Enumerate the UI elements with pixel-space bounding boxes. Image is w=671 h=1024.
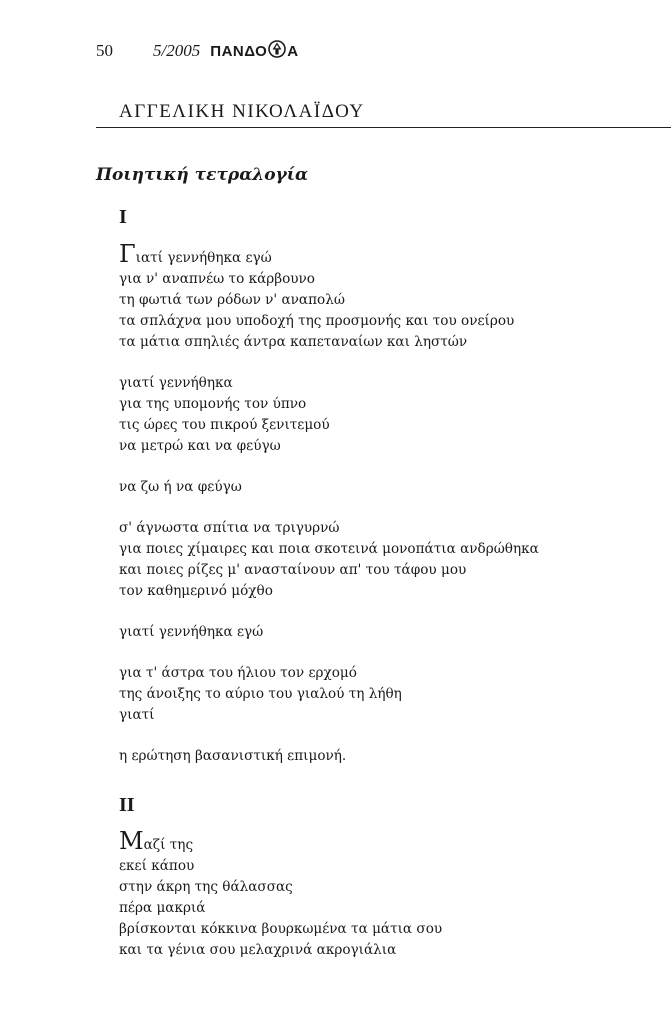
issue-date: 5/2005 bbox=[153, 41, 201, 60]
poem-title: Ποιητική τετραλογία bbox=[96, 165, 309, 185]
first-line bbox=[119, 827, 659, 856]
author-name: ΑΓΓΕΛΙΚΗ ΝΙΚΟΛΑΪΔΟΥ bbox=[119, 101, 365, 122]
first-line bbox=[119, 240, 659, 269]
poem-line: τα σπλάχνα μου υποδοχή της προσμονής και του ονείρου bbox=[119, 313, 515, 329]
magazine-logo-text-left: ΠΑΝΔΟ bbox=[210, 42, 268, 60]
poem-line: γιατί bbox=[119, 707, 155, 723]
header-rule bbox=[96, 127, 671, 128]
poem-line: πέρα μακριά bbox=[119, 900, 206, 916]
poem-line: τη φωτιά των ρόδων ν' αναπολώ bbox=[119, 292, 345, 308]
dropcap: Γ bbox=[119, 240, 136, 268]
poem-line: τα μάτια σπηλιές άντρα καπεταναίων και ληστών bbox=[119, 334, 468, 350]
poem-line: να ζω ή να φεύγω bbox=[119, 479, 242, 495]
poem-line: εκεί κάπου bbox=[119, 858, 195, 874]
tree-emblem-icon bbox=[268, 40, 286, 62]
section-numeral-2: II bbox=[119, 794, 135, 816]
stanza-break bbox=[119, 353, 659, 373]
stanza-break bbox=[119, 602, 659, 622]
stanza-break bbox=[119, 643, 659, 663]
page-number: 50 bbox=[96, 41, 113, 60]
poem-line: για ποιες χίμαιρες και ποια σκοτεινά μονοπάτια ανδρώθηκα bbox=[119, 541, 539, 557]
stanza-break bbox=[119, 726, 659, 746]
poem-line: γιατί γεννήθηκα εγώ bbox=[119, 624, 264, 640]
poem-line: η ερώτηση βασανιστική επιμονή. bbox=[119, 748, 347, 764]
stanza-break bbox=[119, 457, 659, 477]
poem-line: να μετρώ και να φεύγω bbox=[119, 438, 281, 454]
poem-section-2 bbox=[119, 827, 659, 961]
poem-line: γιατί γεννήθηκα bbox=[119, 375, 233, 391]
poem-line: της άνοιξης το αύριο του γιαλού τη λήθη bbox=[119, 686, 402, 702]
poem-line: σ' άγνωστα σπίτια να τριγυρνώ bbox=[119, 520, 340, 536]
poem-line: και ποιες ρίζες μ' ανασταίνουν απ' του τάφου μου bbox=[119, 562, 467, 578]
poem-line: για ν' αναπνέω το κάρβουνο bbox=[119, 271, 315, 287]
first-line-text: ιατί γεννήθηκα εγώ bbox=[135, 250, 272, 266]
poem-line: στην άκρη της θάλασσας bbox=[119, 879, 293, 895]
poem-line: για τ' άστρα του ήλιου τον ερχομό bbox=[119, 665, 357, 681]
running-header bbox=[96, 40, 299, 62]
poem-line: και τα γένια σου μελαχρινά ακρογιάλια bbox=[119, 942, 397, 958]
magazine-logo-text-right: Α bbox=[287, 42, 299, 60]
poem-section-1 bbox=[119, 240, 659, 767]
section-numeral-1: I bbox=[119, 206, 127, 228]
poem-line: τον καθημερινό μόχθο bbox=[119, 583, 273, 599]
first-line-text: αζί της bbox=[143, 837, 194, 853]
poem-line: βρίσκονται κόκκινα βουρκωμένα τα μάτια σου bbox=[119, 921, 443, 937]
dropcap: Μ bbox=[119, 827, 144, 855]
poem-line: για της υπομονής τον ύπνο bbox=[119, 396, 307, 412]
stanza-break bbox=[119, 498, 659, 518]
magazine-logo bbox=[210, 40, 298, 62]
poem-line: τις ώρες του πικρού ξενιτεμού bbox=[119, 417, 330, 433]
